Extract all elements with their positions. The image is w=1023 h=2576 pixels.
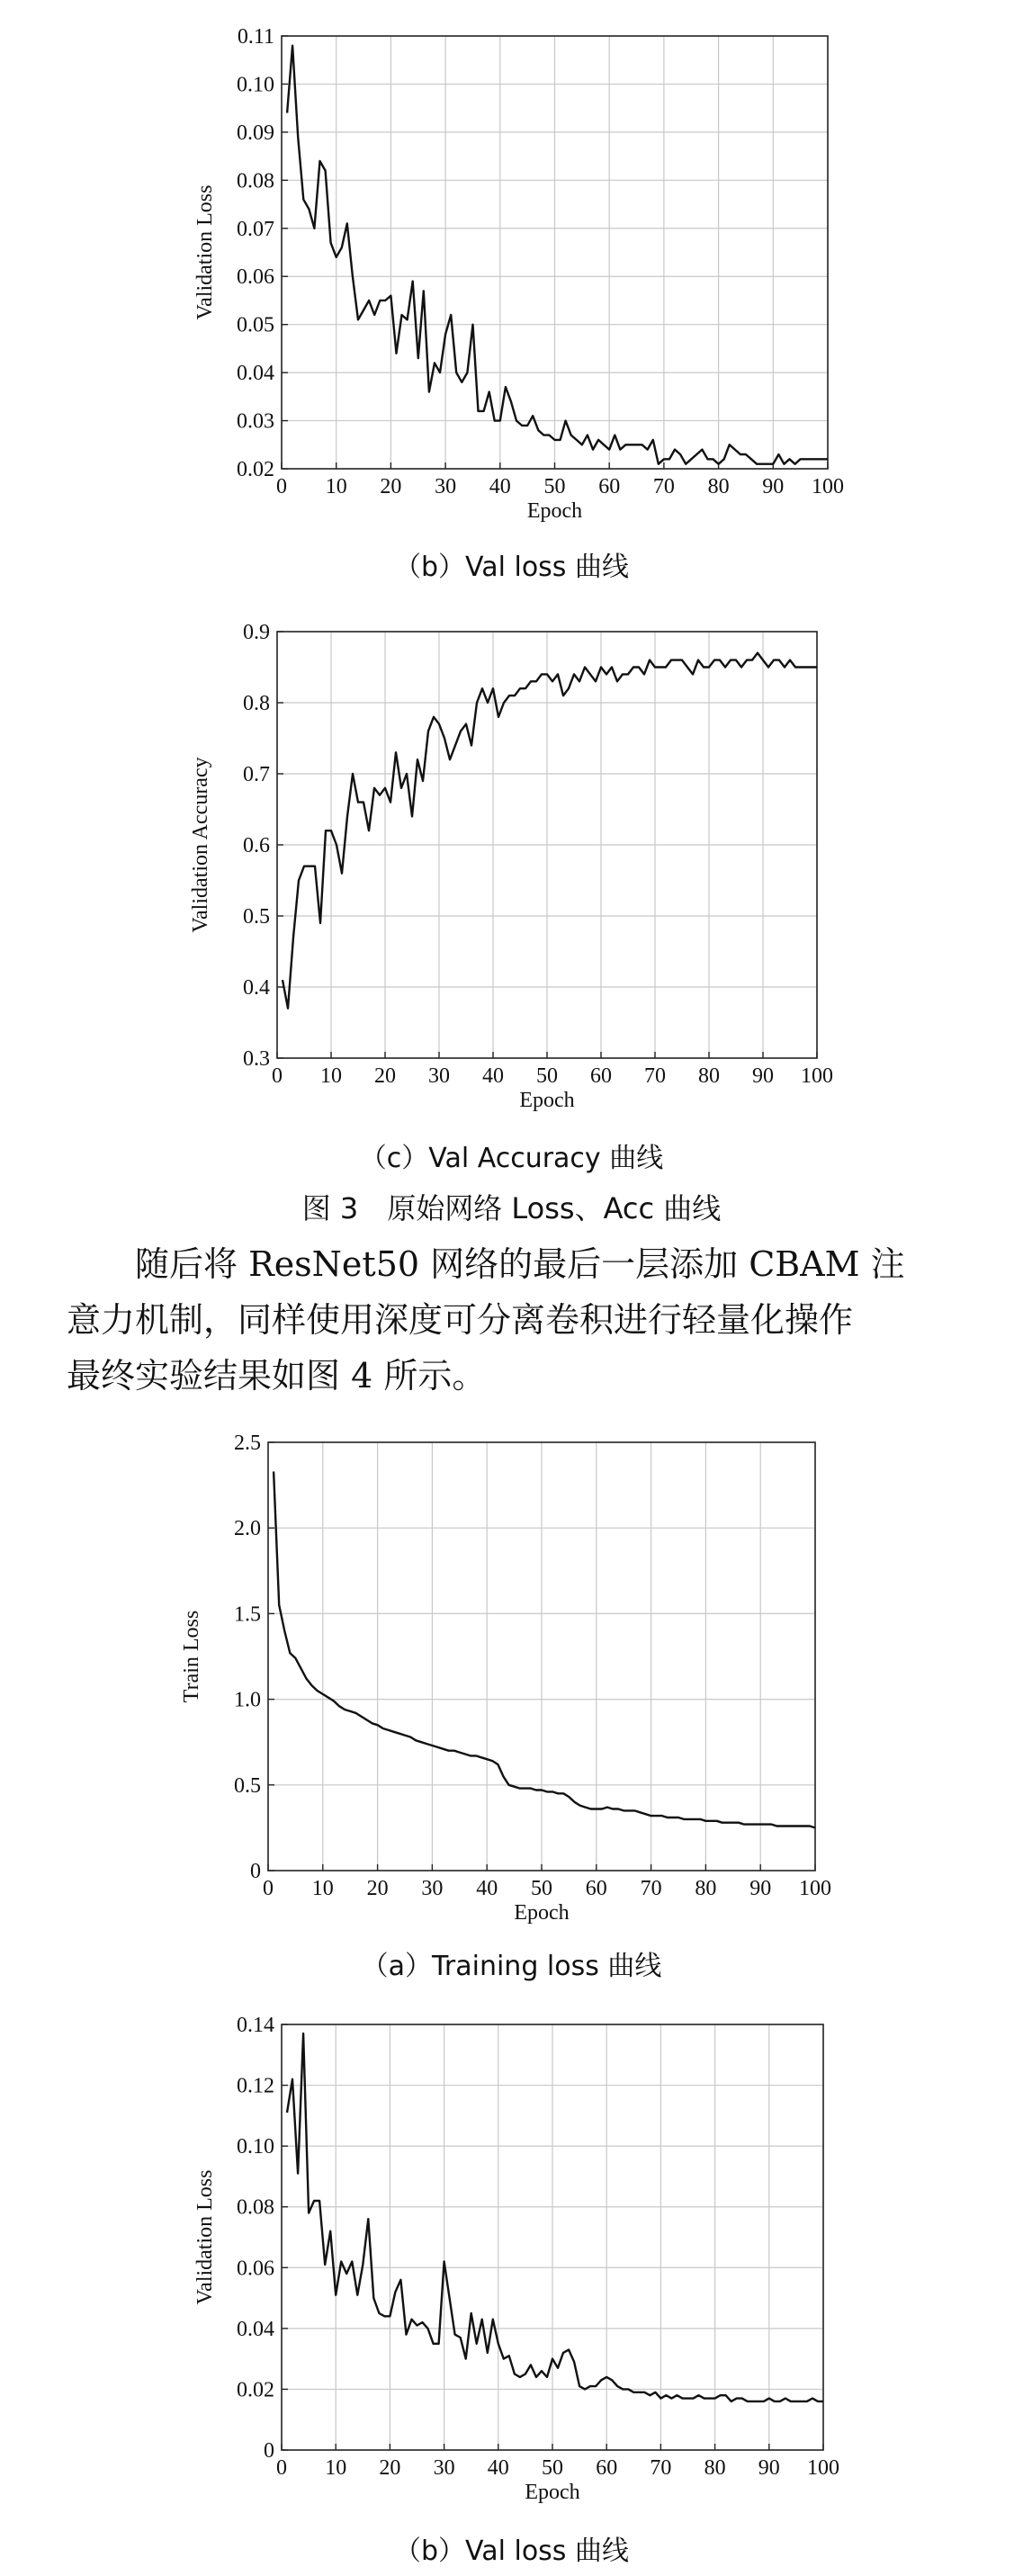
y-tick-label: 2.0 <box>234 1517 261 1541</box>
x-tick-label: 10 <box>320 1064 342 1088</box>
x-tick-label: 100 <box>812 475 844 498</box>
y-tick-label: 0.14 <box>237 2014 274 2037</box>
y-tick-label: 0.5 <box>234 1773 261 1798</box>
y-tick-label: 0.08 <box>237 2195 274 2220</box>
x-tick-label: 40 <box>476 1877 498 1900</box>
chart-val-loss-original <box>0 0 1023 540</box>
chart-train-loss-cbam <box>0 1422 1023 1943</box>
line-chart <box>0 1422 1023 1943</box>
x-tick-label: 0 <box>263 1877 274 1900</box>
x-tick-label: 60 <box>598 475 621 498</box>
y-tick-label: 0.08 <box>237 169 274 193</box>
x-axis-label: Epoch <box>526 499 583 523</box>
series-line <box>283 653 817 1009</box>
line-chart <box>0 603 1023 1143</box>
chart-caption: （c）Val Accuracy 曲线 <box>359 1143 664 1174</box>
y-tick-label: 0.06 <box>237 2257 274 2281</box>
y-tick-label: 0.10 <box>237 2135 274 2159</box>
x-tick-label: 40 <box>482 1064 504 1088</box>
x-tick-label: 60 <box>596 2456 618 2480</box>
paragraph-line: 随后将 ResNet50 网络的最后一层添加 CBAM 注 <box>135 1244 905 1284</box>
x-tick-label: 90 <box>749 1877 772 1900</box>
y-tick-label: 0.8 <box>243 692 270 715</box>
x-tick-label: 0 <box>276 2456 287 2480</box>
chart-caption: （b）Val loss 曲线 <box>394 2536 629 2567</box>
paragraph-line: 意力机制，同样使用深度可分离卷积进行轻量化操作 <box>67 1300 854 1340</box>
series-line <box>287 46 828 464</box>
x-tick-label: 80 <box>698 1064 720 1088</box>
y-tick-label: 1.0 <box>234 1688 261 1712</box>
x-tick-label: 100 <box>799 1877 831 1900</box>
x-tick-label: 50 <box>542 2456 563 2480</box>
figure-title: 图 3 原始网络 Loss、Acc 曲线 <box>301 1191 722 1225</box>
x-tick-label: 80 <box>704 2456 726 2480</box>
y-tick-label: 0.05 <box>237 313 274 337</box>
x-tick-label: 70 <box>650 2456 672 2480</box>
y-tick-label: 0.02 <box>237 2378 274 2402</box>
y-tick-label: 2.5 <box>234 1432 261 1455</box>
chart-val-accuracy-original <box>0 603 1023 1143</box>
x-tick-label: 80 <box>695 1877 717 1900</box>
body-paragraph <box>67 1236 975 1404</box>
x-tick-label: 10 <box>311 1877 334 1900</box>
x-tick-label: 20 <box>379 2456 401 2480</box>
x-tick-label: 30 <box>421 1877 444 1900</box>
y-axis-label: Train Loss <box>180 1610 203 1703</box>
y-tick-label: 0.04 <box>237 2317 274 2341</box>
x-tick-label: 20 <box>380 475 402 498</box>
x-tick-label: 50 <box>531 1877 552 1900</box>
y-tick-label: 0.03 <box>237 409 274 434</box>
chart-caption: （a）Training loss 曲线 <box>361 1951 662 1982</box>
y-tick-label: 0.5 <box>243 905 270 929</box>
line-chart <box>0 2006 1023 2528</box>
y-tick-label: 0.04 <box>237 362 274 386</box>
x-tick-label: 10 <box>325 2456 347 2480</box>
y-tick-label: 0 <box>250 1860 261 1883</box>
y-tick-label: 0.12 <box>237 2074 274 2098</box>
x-tick-label: 90 <box>752 1064 774 1088</box>
y-tick-label: 0.3 <box>243 1047 270 1071</box>
y-tick-label: 0.02 <box>237 458 274 481</box>
y-axis-label: Validation Accuracy <box>189 757 212 933</box>
x-tick-label: 20 <box>366 1877 389 1900</box>
x-tick-label: 80 <box>707 475 730 498</box>
x-tick-label: 60 <box>590 1064 612 1088</box>
x-tick-label: 40 <box>489 475 511 498</box>
x-tick-label: 10 <box>325 475 347 498</box>
x-tick-label: 50 <box>543 475 566 498</box>
y-tick-label: 0.11 <box>237 25 274 49</box>
chart-val-loss-cbam <box>0 2006 1023 2528</box>
x-tick-label: 90 <box>762 475 785 498</box>
y-axis-label: Validation Loss <box>193 184 217 320</box>
x-tick-label: 70 <box>652 475 675 498</box>
y-tick-label: 0.9 <box>243 621 270 644</box>
x-tick-label: 30 <box>428 1064 450 1088</box>
x-tick-label: 30 <box>433 2456 455 2480</box>
y-tick-label: 0 <box>264 2439 274 2463</box>
y-tick-label: 0.06 <box>237 265 274 290</box>
x-tick-label: 0 <box>272 1064 283 1088</box>
series-line <box>274 1471 815 1827</box>
x-axis-label: Epoch <box>525 2481 580 2504</box>
y-tick-label: 0.09 <box>237 121 274 145</box>
series-line <box>287 2033 823 2401</box>
x-tick-label: 70 <box>640 1877 662 1900</box>
x-tick-label: 0 <box>276 475 287 498</box>
chart-caption: （b）Val loss 曲线 <box>394 552 629 583</box>
x-tick-label: 100 <box>801 1064 833 1088</box>
x-axis-label: Epoch <box>514 1901 570 1925</box>
x-tick-label: 30 <box>435 475 457 498</box>
y-tick-label: 1.5 <box>234 1602 261 1627</box>
x-tick-label: 60 <box>585 1877 607 1900</box>
y-tick-label: 0.07 <box>237 217 274 241</box>
y-axis-label: Validation Loss <box>193 2169 217 2305</box>
x-tick-label: 40 <box>487 2456 509 2480</box>
x-tick-label: 70 <box>644 1064 666 1088</box>
paragraph-line: 最终实验结果如图 4 所示。 <box>67 1356 487 1396</box>
x-axis-label: Epoch <box>519 1089 575 1112</box>
y-tick-label: 0.6 <box>243 834 270 857</box>
y-tick-label: 0.10 <box>237 73 274 97</box>
x-tick-label: 100 <box>807 2456 839 2480</box>
x-tick-label: 90 <box>758 2456 780 2480</box>
x-tick-label: 20 <box>374 1064 396 1088</box>
y-tick-label: 0.7 <box>243 763 270 786</box>
x-tick-label: 50 <box>536 1064 558 1088</box>
y-tick-label: 0.4 <box>243 976 270 1000</box>
line-chart <box>0 0 1023 540</box>
